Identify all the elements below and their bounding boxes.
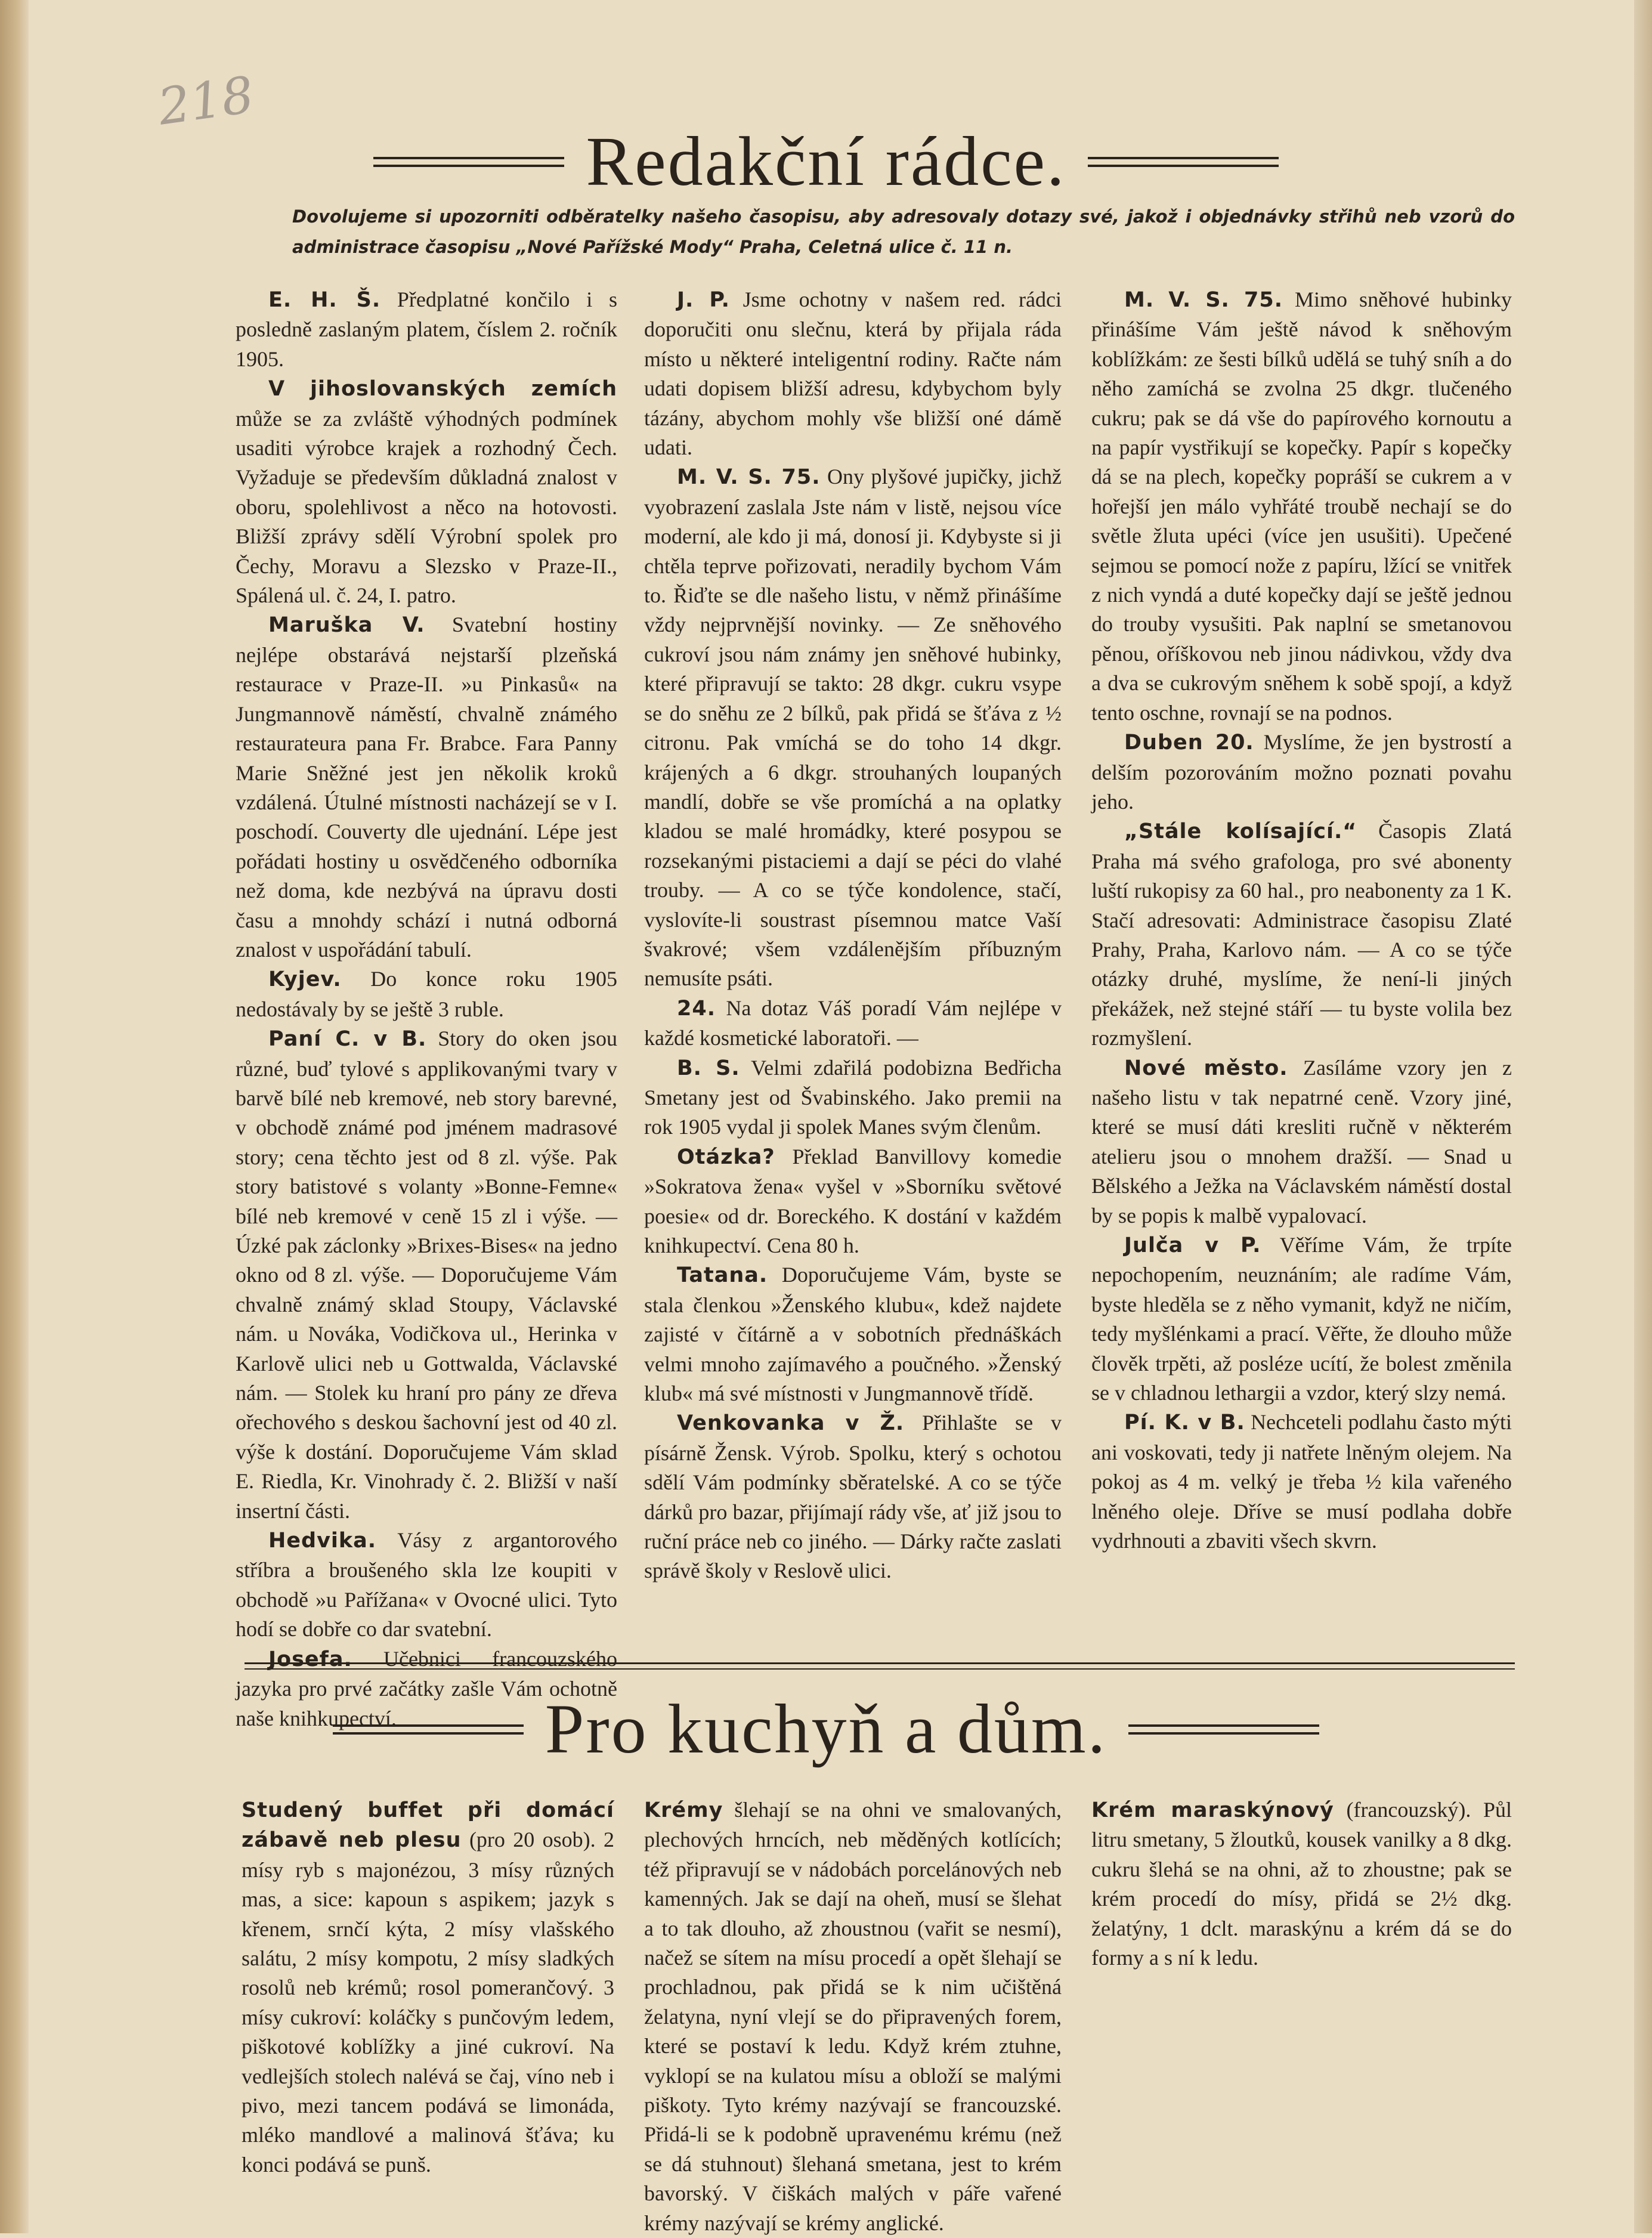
- section-title: Pro kuchyň a dům.: [545, 1690, 1107, 1768]
- entry-lead: Pí. K. v B.: [1124, 1411, 1245, 1435]
- entry-text: (pro 20 osob). 2 mísy ryb s majonézou, 3 mísy různých mas, a sice: kapoun s aspikem; jazyk s křenem, srnčí kýta, 2 mísy vlašského salátu, 2 mísy kompotu, 2 mísy sladkých rosolů neb krémů; rosol pomerančový. 3 mísy cukroví: koláčky s punčovým ledem, piškotové koblížky a jiné cukroví. Na vedlejších stolech nalévá se čaj, víno neb i pivo, mezi tancem podává se limonáda, mléko mandlové a malinová šťáva; ku konci podává se punš.: [242, 1828, 614, 2177]
- entry-text: Překlad Banvillovy komedie »Sokratova žena« vyšel v »Sborníku světové poesie« od dr. Boreckého. K dostání v každém knihkupectví. Cena 80 h.: [644, 1144, 1062, 1257]
- entry: [644, 1142, 1062, 1261]
- page-edge: [1634, 0, 1652, 2233]
- entry-lead: B. S.: [677, 1056, 740, 1080]
- heading-rule-right: [1088, 157, 1279, 167]
- entry: [1091, 285, 1512, 728]
- entry-text: Myslíme, že jen bystrostí a delším pozorováním možno poznati povahu jeho.: [1091, 730, 1512, 814]
- entry-text: Předplatné končilo i s posledně zaslaným platem, číslem 2. ročník 1905.: [236, 288, 617, 371]
- heading-rule-left: [373, 157, 564, 167]
- entry-lead: Julča v P.: [1124, 1234, 1261, 1257]
- section-intro: Dovolujeme si upozorniti odběratelky našeho časopisu, aby adresovaly dotazy své, jakož i objednávky střihů neb vzorů do administrace časopisu „Nové Pařížské Mody“ Praha, Celetná ulice č. 11 n.: [292, 206, 1515, 257]
- entry-lead: Krém maraskýnový: [1091, 1798, 1334, 1822]
- entry-lead: M. V. S. 75.: [1124, 288, 1283, 312]
- entry: [236, 374, 617, 610]
- entry: [1091, 1053, 1512, 1231]
- heading-rule-left: [333, 1724, 524, 1735]
- entry: [644, 1408, 1062, 1585]
- entry: [644, 285, 1062, 462]
- entry-lead: „Stále kolísající.“: [1124, 820, 1357, 844]
- entry-lead: M. V. S. 75.: [677, 465, 821, 490]
- entry-text: Přihlašte se v písárně Žensk. Výrob. Spolku, který s ochotou sdělí Vám podmínky sběratelské. A co se týče dárků pro bazar, přijímají rády vše, ať již jsou to ruční práce neb co jiného. — Dárky račte zaslati správě školy v Reslově ulici.: [644, 1411, 1062, 1583]
- entry: [644, 462, 1062, 993]
- entry: [1091, 1408, 1512, 1556]
- entry: [644, 1795, 1062, 2238]
- entry: [1091, 817, 1512, 1053]
- entry: [236, 965, 617, 1024]
- entry: [1091, 1795, 1512, 1973]
- column-2: [644, 1795, 1062, 2238]
- entry: [1091, 728, 1512, 817]
- entry-lead: Duben 20.: [1124, 731, 1254, 755]
- entry-lead: Hedvika.: [268, 1529, 377, 1553]
- entry-lead: Tatana.: [677, 1263, 768, 1288]
- column-1: [242, 1795, 614, 2180]
- entry: [644, 1260, 1062, 1408]
- pencil-page-number: 218: [154, 65, 258, 137]
- entry-text: může se za zvláště výhodných podmínek usaditi výrobce krajek a rozhodný Čech. Vyžaduje se především důkladná znalost v oboru, spolehlivost a něco na hotovosti. Bližší zprávy sdělí Výrobní spolek pro Čechy, Moravu a Slezsko v Praze-II., Spálená ul. č. 24, I. patro.: [236, 406, 617, 608]
- section-heading-redakcni-radce: [0, 122, 1652, 200]
- entry-lead: Studený buffet při domácí zábavě neb plesu: [242, 1798, 614, 1853]
- entry-text: Mimo sněhové hubinky přinášíme Vám ještě návod k sněhovým koblížkám: ze šesti bílků udělá se tuhý sníh a do něho zamíchá se zvolna 25 dkgr. tlučeného cukru; pak se dá vše do papírového kornoutu a na papír vystřikují se kopečky. Papír s kopečky dá se na plech, kopečky popráší se cukrem a v hořejší jen málo vyhřáté troubě nechají se do světle žluta upéci (více jen usušiti). Upečené sejmou se pomocí nože z papíru, lžící se vnitřek z nich vyndá a duté kopečky dají se ještě jednou do trouby vysušiti. Pak naplní se smetanovou pěnou, oříškovou neb jinou nádivkou, vždy dva a dva se cukrovým sněhem k sobě spojí, a když tento oschne, rovnají se na podnos.: [1091, 288, 1512, 725]
- entry: [242, 1795, 614, 2180]
- entry-lead: Josefa.: [268, 1647, 352, 1671]
- book-binding-shadow: [0, 0, 29, 2233]
- entry: [236, 1526, 617, 1645]
- entry: [236, 285, 617, 374]
- heading-rule-right: [1128, 1724, 1319, 1735]
- entry-text: Vásy z argantorového stříbra a broušeného skla lze koupiti v obchodě »u Pařížana« v Ovocné ulici. Tyto hodí se dobře co dar svatební.: [236, 1528, 617, 1642]
- entry-lead: 24.: [677, 996, 716, 1021]
- entry-lead: Maruška V.: [268, 613, 425, 638]
- entry: [1091, 1231, 1512, 1408]
- entry-text: Zasíláme vzory jen z našeho listu v tak nepatrné ceně. Vzory jiné, které se musí dáti kresliti ručně v některém atelieru jsou o mnohem dražší. — Snad u Bělského a Ježka na Václavském náměstí dostal by se popis k malbě vypalovací.: [1091, 1055, 1512, 1228]
- entry-lead: J. P.: [677, 288, 730, 312]
- entry-lead: Kyjev.: [268, 967, 342, 992]
- entry-text: (francouzský). Půl litru smetany, 5 žloutků, kousek vanilky a 8 dkg. cukru šlehá se na ohni, až to zhoustne; pak se krém procedí do mísy, přidá se 2½ dkg. želatýny, 1 dclt. maraskýnu a krém dá se do formy a s ní k ledu.: [1091, 1798, 1512, 1970]
- entry-lead: Venkovanka v Ž.: [677, 1411, 905, 1436]
- entry-text: Svatební hostiny nejlépe obstarává nejstarší plzeňská restaurace v Praze-II. »u Pinkasů« na Jungmannově náměstí, chvalně známého restaurateura pana Fr. Brabce. Fara Panny Marie Sněžné jest jen několik kroků vzdálená. Útulné místnosti nacházejí se v I. poschodí. Couverty dle ujednání. Lépe jest pořádati hostiny u osvědčeného odborníka než doma, kde nezbývá na úpravu dosti času a mnohdy schází i nutná odborná znalost v uspořádání tabulí.: [236, 613, 618, 962]
- entry-text: Na dotaz Váš poradí Vám nejlépe v každé kosmetické laboratoři. —: [644, 996, 1062, 1050]
- entry-text: Ony plyšové jupičky, jichž vyobrazení zaslala Jste nám v listě, nejsou více moderní, ale kdo ji má, donosí ji. Kdybyste si ji chtěla teprve pořizovati, neradily bychom Vám to. Řiďte se dle našeho listu, v němž přinášíme vždy nejprvnější novinky. — Ze sněhového cukroví jsou nám známy jen sněhové hubinky, které připravují se takto: 28 dkgr. cukru vsype se do sněhu ze 2 bílků, pak přidá se šťáva z ½ citronu. Pak vmíchá se do toho 14 dkgr. krájených a 6 dkgr. strouhaných loupaných mandlí, dobře se vše promíchá a na oplatky kladou se malé hromádky, které posypou se rozsekanými pistaciemi a dají se péci do vlahé trouby. — A co se týče kondolence, stačí, vyslovíte-li soustrast písemnou matce Vaší švakrové; všem vzdálenějším příbuzným nemusíte psáti.: [644, 465, 1062, 991]
- entry-lead: V jihoslovanských zemích: [268, 377, 617, 401]
- section-separator: [245, 1662, 1515, 1670]
- entry: [644, 994, 1062, 1053]
- entry-text: Věříme Vám, že trpíte nepochopením, neuznáním; ale radíme Vám, byste hleděla se z něho vymanit, když ne ničím, tedy myšlénkami a prací. Věřte, že dlouho může člověk trpěti, až posléze ucítí, že bolest změnila se v chladnou lethargii a vzdor, který slzy nemá.: [1091, 1233, 1512, 1405]
- entry-text: Do konce roku 1905 nedostávaly by se ještě 3 ruble.: [236, 967, 617, 1021]
- entry-lead: E. H. Š.: [268, 288, 381, 312]
- column-1: [236, 285, 617, 1733]
- entry-text: Nechceteli podlahu často mýti ani voskovati, tedy ji natřete lněným olejem. Na pokoj as 4 m. velký je třeba ½ kila vařeného lněného oleje. Dříve se musí podlaha dobře vydrhnouti a zbaviti všech skvrn.: [1091, 1410, 1512, 1553]
- entry-text: Učebnici francouzského jazyka pro prvé začátky zašle Vám ochotně naše knihkupectví.: [236, 1646, 617, 1730]
- entry-text: Velmi zdařilá podobizna Bedřicha Smetany jest od Švabinského. Jako premii na rok 1905 vydal ji spolek Manes svým členům.: [644, 1055, 1062, 1139]
- entry: [236, 1024, 617, 1526]
- entry-text: Časopis Zlatá Praha má svého grafologa, pro své abonenty luští rukopisy za 60 hal., pro neabonenty za 1 K. Stačí adresovati: Administrace časopisu Zlaté Prahy, Praha, Karlovo nám. — A co se týče otázky druhé, myslíme, že není-li jiných překážek, než stejné stáří — tu byste volila bez rozmyšlení.: [1091, 819, 1512, 1050]
- entry-text: šlehají se na ohni ve smalovaných, plechových hrncích, neb měděných kotlících; též připravují se v nádobách porcelánových neb kamenných. Jak se dají na oheň, musí se šlehat a to tak dlouho, až zhoustnou (vařit se nesmí), načež se sítem na mísu procedí a opět šlehají se prochladnou, pak přidá se k nim učištěná želatyna, nyní vlejí se do připravených forem, které se postaví k ledu. Když krém ztuhne, vyklopí se na kulatou mísu a obloží se malými piškoty. Tyto krémy nazývají se francouzské. Přidá-li se k podobně upravenému krému (než se dá stuhnout) šlehaná smetana, jest to krém bavorský. V čiškách malých v páře vařené krémy nazývají se krémy anglické.: [644, 1798, 1062, 2235]
- entry-lead: Paní C. v B.: [268, 1027, 427, 1052]
- section-title: Redakční rádce.: [586, 122, 1066, 200]
- entry-text: Story do oken jsou různé, buď tylové s applikovanými tvary v barvě bílé neb kremové, neb story barevné, v obchodě známé pod jménem madrasové story; cena těchto jest od 8 zl. výše. Pak story batistové s volanty »Bonne-Femne« bílé neb kremové v ceně 15 zl i výše. — Úzké pak záclonky »Brixes-Bises« na jedno okno od 8 zl. výše. — Doporučujeme Vám chvalně známý sklad Stoupy, Václavské nám. u Nováka, Vodičkova ul., Herinka v Karlově ulici neb u Gottwalda, Václavské nám. — Stolek ku hraní pro pány ze dřeva ořechového s deskou šachovní jest od 40 zl. výše k dostání. Doporučujeme Vám sklad E. Riedla, Kr. Vinohrady č. 2. Bližší v naší insertní části.: [236, 1027, 617, 1523]
- entry: [644, 1053, 1062, 1142]
- entry-text: Jsme ochotny v našem red. rádci doporučiti onu slečnu, která by přijala ráda místo u některé inteligentní rodiny. Račte nám udati dopisem bližší adresu, kdybychom byly tázány, abychom mohly vše bližší oné dámě udati.: [644, 288, 1062, 460]
- entry-lead: Nové město.: [1124, 1056, 1288, 1080]
- entry-text: Doporučujeme Vám, byste se stala členkou »Ženského klubu«, kdež najdete zajisté v čítárně a v sobotních přednáškách velmi mnoho zajímavého a poučného. »Ženský klub« má své místnosti v Jungmannově třídě.: [644, 1263, 1062, 1406]
- entry-lead: Krémy: [644, 1798, 723, 1822]
- entry: [236, 610, 617, 965]
- entry-lead: Otázka?: [677, 1145, 775, 1169]
- column-3: [1091, 285, 1512, 1556]
- section-heading-pro-kuchyn: [0, 1690, 1652, 1768]
- column-2: [644, 285, 1062, 1586]
- column-3: [1091, 1795, 1512, 1973]
